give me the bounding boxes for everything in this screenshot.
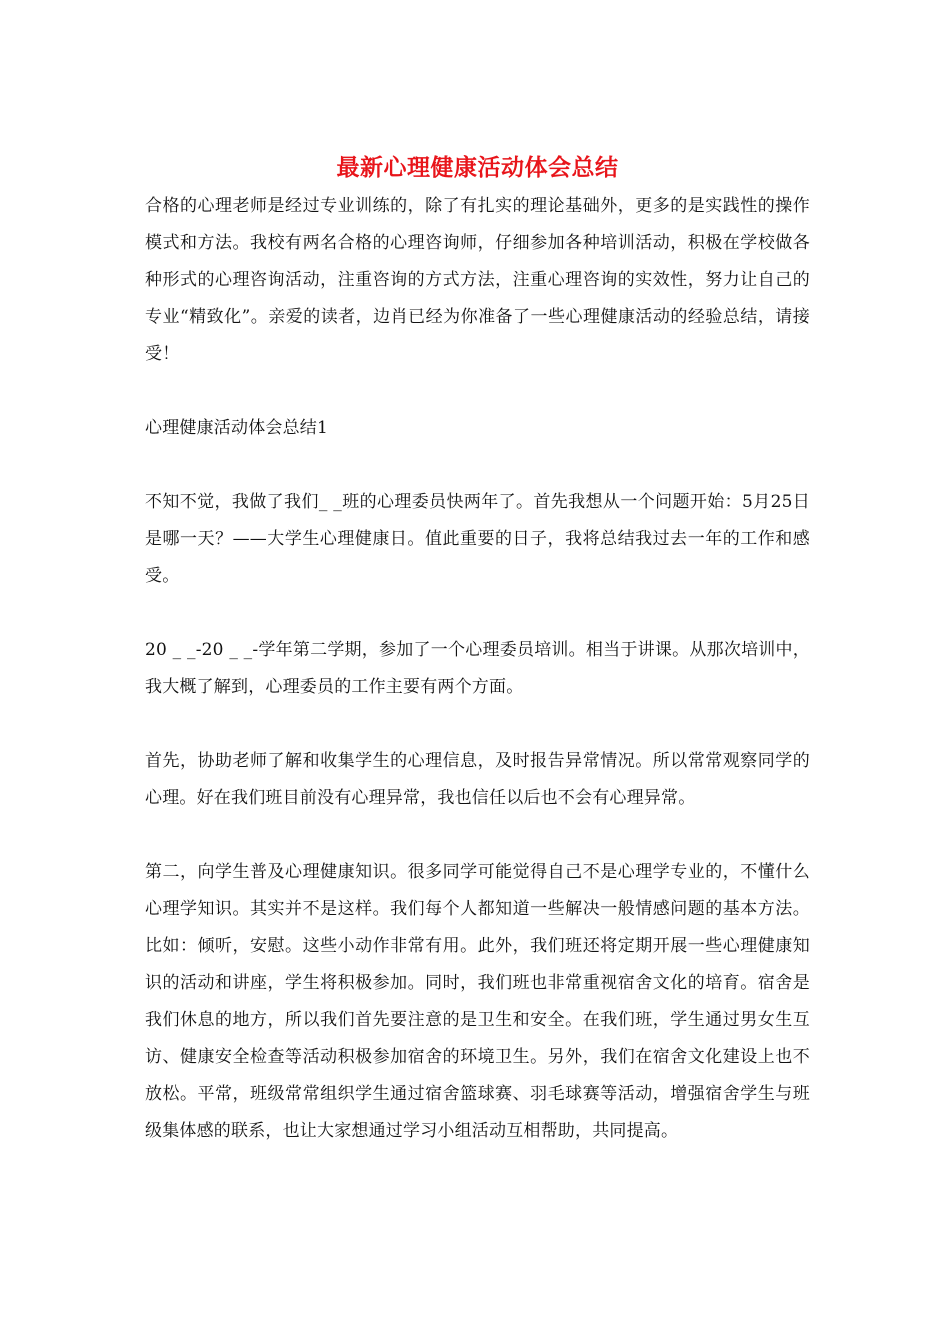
body-paragraph-4: 第二，向学生普及心理健康知识。很多同学可能觉得自己不是心理学专业的，不懂什么心理学知识。其实并不是这样。我们每个人都知道一些解决一般情感问题的基本方法。比如：倾听，安慰。这些小动作非常有用。此外，我们班还将定期开展一些心理健康知识的活动和讲座，学生将积极参加。同时，我们班也非常重视宿舍文化的培育。宿舍是我们休息的地方，所以我们首先要注意的是卫生和安全。在我们班，学生通过男女生互访、健康安全检查等活动积极参加宿舍的环境卫生。另外，我们在宿舍文化建设上也不放松。平常，班级常常组织学生通过宿舍篮球赛、羽毛球赛等活动，增强宿舍学生与班级集体感的联系，也让大家想通过学习小组活动互相帮助，共同提高。 [145, 862, 810, 1141]
document-title: 最新心理健康活动体会总结 [336, 154, 619, 181]
intro-paragraph: 合格的心理老师是经过专业训练的，除了有扎实的理论基础外，更多的是实践性的操作模式和方法。我校有两名合格的心理咨询师，仔细参加各种培训活动，积极在学校做各种形式的心理咨询活动，注重咨询的方式方法，注重心理咨询的实效性，努力让自己的专业“精致化”。亲爱的读者，边肖已经为你准备了一些心理健康活动的经验总结，请接受！ [145, 196, 810, 364]
paragraph-gap [145, 706, 810, 743]
paragraph-gap [145, 817, 810, 854]
body-paragraph-3: 首先，协助老师了解和收集学生的心理信息，及时报告异常情况。所以常常观察同学的心理。好在我们班目前没有心理异常，我也信任以后也不会有心理异常。 [145, 751, 810, 808]
document-page [145, 148, 810, 1150]
body-paragraph-1: 不知不觉，我做了我们_ _班的心理委员快两年了。首先我想从一个问题开始：5月25日是哪一天？——大学生心理健康日。值此重要的日子，我将总结我过去一年的工作和感受。 [145, 492, 810, 586]
body-paragraph-2: 20 _ _-20 _ _-学年第二学期，参加了一个心理委员培训。相当于讲课。从那次培训中，我大概了解到，心理委员的工作主要有两个方面。 [145, 640, 810, 697]
paragraph-gap [145, 595, 810, 632]
section-heading: 心理健康活动体会总结1 [145, 418, 329, 438]
paragraph-gap [145, 447, 810, 484]
paragraph-gap [145, 373, 810, 410]
